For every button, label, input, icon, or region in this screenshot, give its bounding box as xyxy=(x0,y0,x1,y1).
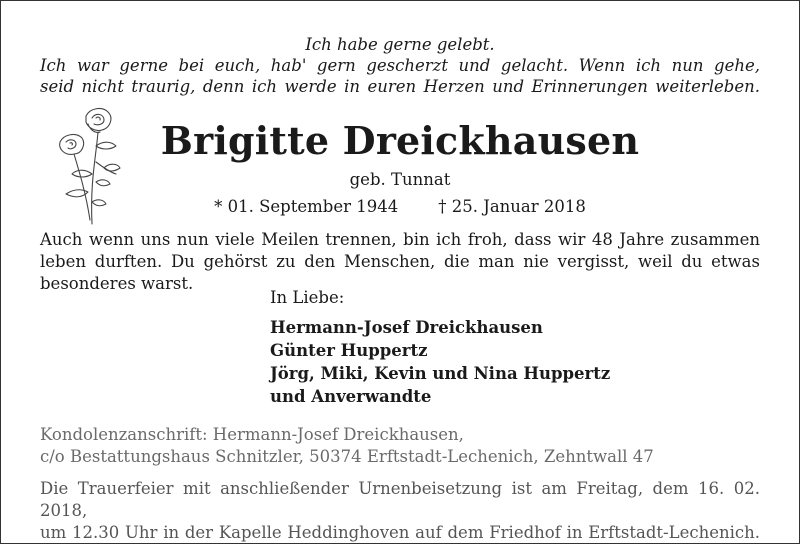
mourner-name: Jörg, Miki, Kevin und Nina Huppertz xyxy=(270,364,611,383)
mourner-name: und Anverwandte xyxy=(270,387,432,406)
deceased-name: Brigitte Dreickhausen xyxy=(160,118,640,163)
quote-line: Ich war gerne bei euch, hab' gern gescherzt und gelacht. Wenn ich nun gehe, xyxy=(40,56,760,75)
maiden-name: geb. Tunnat xyxy=(349,170,451,189)
mourners-intro: In Liebe: xyxy=(270,288,345,307)
mourner-name: Günter Huppertz xyxy=(270,341,428,360)
mourner-name: Hermann-Josef Dreickhausen xyxy=(270,318,543,337)
opening-quote xyxy=(40,34,760,97)
life-dates xyxy=(0,197,800,217)
message-line: Auch wenn uns nun viele Meilen trennen, bin ich froh, dass wir 48 Jahre zusammen xyxy=(40,230,760,249)
funeral-info xyxy=(40,478,760,544)
birth-date: * 01. September 1944 xyxy=(214,197,399,216)
quote-title: Ich habe gerne gelebt. xyxy=(305,35,495,54)
condolence-line: c/o Bestattungshaus Schnitzler, 50374 Erftstadt-Lechenich, Zehntwall 47 xyxy=(40,447,654,466)
funeral-line: Die Trauerfeier mit anschließender Urnenbeisetzung ist am Freitag, dem 16. 02. 2018, xyxy=(40,479,760,520)
mourners-list xyxy=(270,316,610,408)
condolence-line: Kondolenzanschrift: Hermann-Josef Dreickhausen, xyxy=(40,425,464,444)
message-line: besonderes warst. xyxy=(40,274,194,293)
quote-line: seid nicht traurig, denn ich werde in euren Herzen und Erinnerungen weiterleben. xyxy=(40,77,760,96)
message-line: leben durften. Du gehörst zu den Menschen, die man nie vergisst, weil du etwas xyxy=(40,252,760,271)
funeral-line: um 12.30 Uhr in der Kapelle Heddinghoven auf dem Friedhof in Erftstadt-Lechenich. xyxy=(40,523,760,542)
condolence-address xyxy=(40,424,760,468)
death-date: † 25. Januar 2018 xyxy=(438,197,586,216)
farewell-message xyxy=(40,229,760,295)
